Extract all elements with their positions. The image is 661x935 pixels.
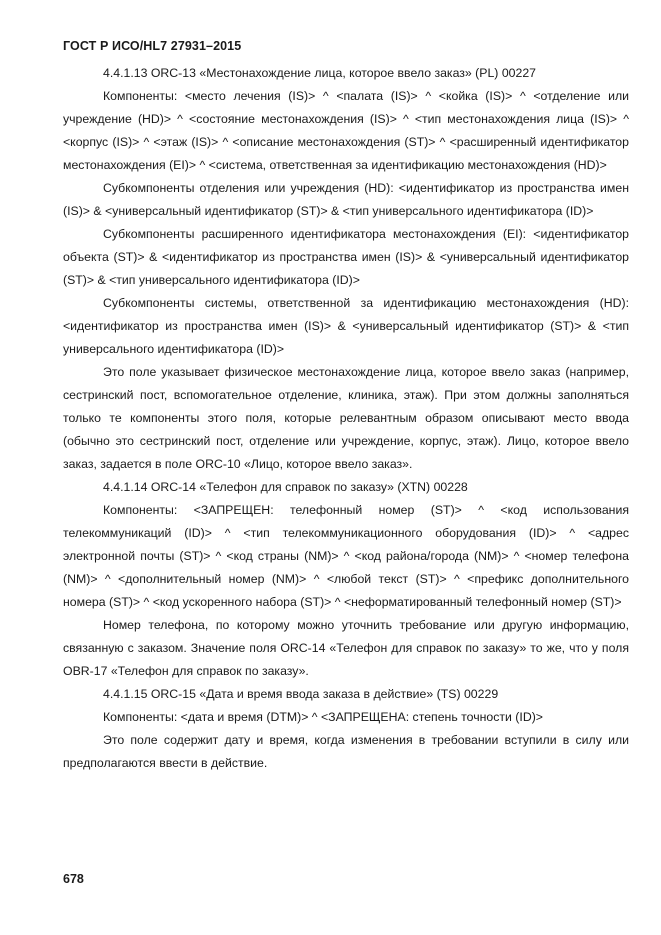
standard-header: ГОСТ Р ИСО/HL7 27931–2015 xyxy=(63,39,242,53)
paragraph-components-orc-13: Компоненты: <место лечения (IS)> ^ <палата (IS)> ^ <койка (IS)> ^ <отделение или учреждение (HD)> ^ <состояние местонахождения (IS)> ^ <тип местонахождения лица (IS)> ^ <корпус (IS)> ^ <этаж (IS)> ^ <описание местонахождения (ST)> ^ <расширенный идентификатор местонахождения (EI)> ^ <система, ответственная за идентификацию местонахождения (HD)> xyxy=(63,89,629,172)
paragraph-subcomponents-hd: Субкомпоненты отделения или учреждения (HD): <идентификатор из пространства имен (IS)> & <универсальный идентификатор (ST)> & <тип универсального идентификатора (ID)> xyxy=(63,181,629,218)
section-heading-orc-15: 4.4.1.15 ORC-15 «Дата и время ввода заказа в действие» (TS) 00229 xyxy=(103,687,499,701)
page-number: 678 xyxy=(63,872,84,886)
paragraph-description-orc-15: Это поле содержит дату и время, когда изменения в требовании вступили в силу или предполагаются ввести в действие. xyxy=(63,733,629,770)
paragraph-description-orc-14: Номер телефона, по которому можно уточнить требование или другую информацию, связанную с заказом. Значение поля ORC-14 «Телефон для справок по заказу» то же, что у поля OBR-17 «Телефон для справок по заказу». xyxy=(63,618,629,678)
paragraph-subcomponents-system-hd: Субкомпоненты системы, ответственной за идентификацию местонахождения (HD): <идентификатор из пространства имен (IS)> & <универсальный идентификатор (ST)> & <тип универсального идентификатора (ID)> xyxy=(63,296,629,356)
paragraph-components-orc-15: Компоненты: <дата и время (DTM)> ^ <ЗАПРЕЩЕНА: степень точности (ID)> xyxy=(103,710,543,724)
paragraph-subcomponents-ei: Субкомпоненты расширенного идентификатора местонахождения (EI): <идентификатор объекта (ST)> & <идентификатор из пространства имен (IS)> & <универсальный идентификатор (ST)> & <тип универсального идентификатора (ID)> xyxy=(63,227,629,287)
paragraph-description-orc-13: Это поле указывает физическое местонахождение лица, которое ввело заказ (например, сестринский пост, вспомогательное отделение, клиника, этаж). При этом должны заполняться только те компоненты этого поля, которые релевантным образом описывают место ввода (обычно это сестринский пост, отделение или учреждение, корпус, этаж). Лицо, которое ввело заказ, задается в поле ORC-10 «Лицо, которое ввело заказ». xyxy=(63,365,629,471)
section-heading-orc-14: 4.4.1.14 ORC-14 «Телефон для справок по заказу» (XTN) 00228 xyxy=(103,480,468,494)
section-heading-orc-13: 4.4.1.13 ORC-13 «Местонахождение лица, которое ввело заказ» (PL) 00227 xyxy=(103,66,537,80)
document-body xyxy=(63,62,629,775)
paragraph-components-orc-14: Компоненты: <ЗАПРЕЩЕН: телефонный номер (ST)> ^ <код использования телекоммуникаций (ID)> ^ <тип телекоммуникационного оборудования (ID)> ^ <адрес электронной почты (ST)> ^ <код страны (NM)> ^ <код района/города (NM)> ^ <номер телефона (NM)> ^ <дополнительный номер (NM)> ^ <любой текст (ST)> ^ <префикс дополнительного номера (ST)> ^ <код ускоренного набора (ST)> ^ <неформатированный телефонный номер (ST)> xyxy=(63,503,629,609)
